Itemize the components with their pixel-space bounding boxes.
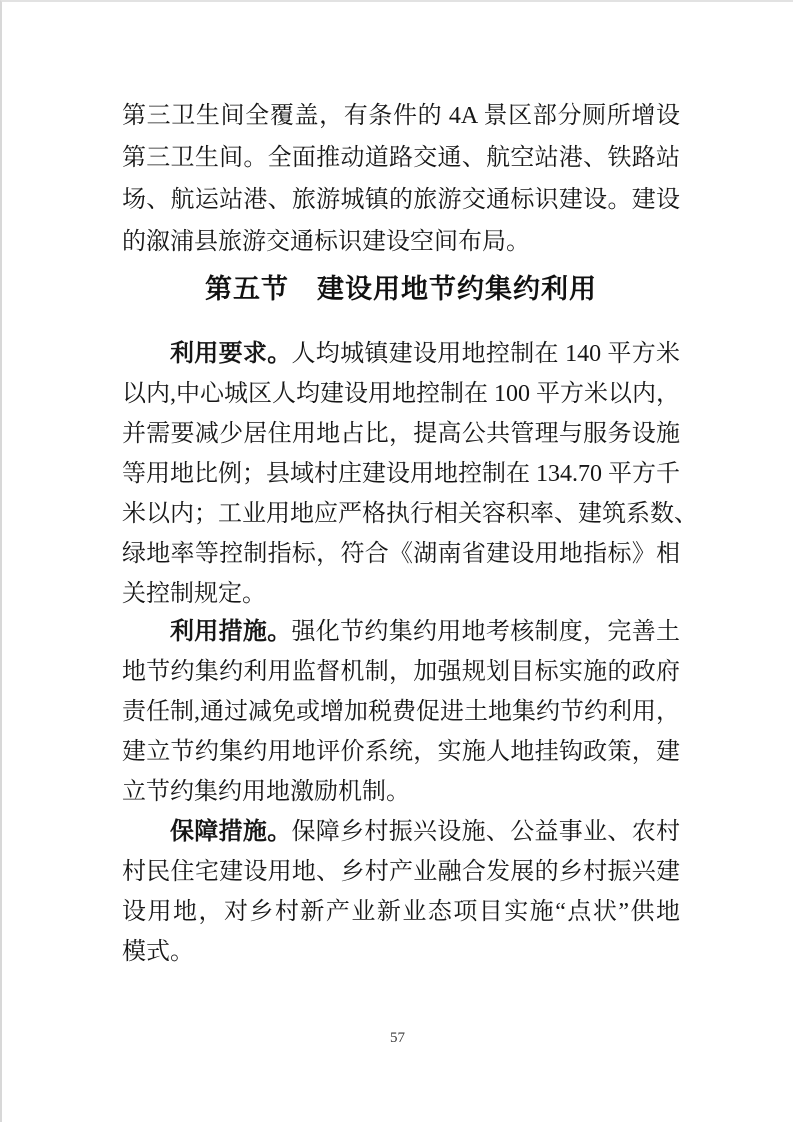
text-line: 建立节约集约用地评价系统，实施人地挂钩政策，建 bbox=[122, 739, 680, 765]
text-line: 等用地比例；县域村庄建设用地控制在 134.70 平方千 bbox=[122, 461, 680, 487]
text-line: 立节约集约用地激励机制。 bbox=[122, 779, 410, 805]
section-heading: 第五节 建设用地节约集约利用 bbox=[205, 274, 597, 304]
paragraph-opener: 保障措施。 bbox=[170, 819, 292, 845]
paragraph-opener: 利用措施。 bbox=[170, 619, 292, 645]
text-line: 关控制规定。 bbox=[122, 581, 266, 607]
paragraph-continuation bbox=[122, 95, 680, 263]
text-line: 的溆浦县旅游交通标识建设空间布局。 bbox=[122, 229, 530, 255]
text-line: 以内,中心城区人均建设用地控制在 100 平方米以内， bbox=[122, 381, 680, 407]
text-line bbox=[122, 612, 680, 652]
text-line bbox=[122, 334, 680, 374]
paragraph-safeguard-measures bbox=[122, 812, 680, 972]
paragraph-utilization-requirements bbox=[122, 334, 698, 614]
text-run: 强化节约集约用地考核制度，完善土 bbox=[291, 619, 680, 645]
text-run: 保障乡村振兴设施、公益事业、农村 bbox=[291, 819, 680, 845]
text-line: 绿地率等控制指标，符合《湖南省建设用地指标》相 bbox=[122, 541, 680, 567]
page-number: 57 bbox=[390, 1030, 405, 1046]
text-line: 场、航运站港、旅游城镇的旅游交通标识建设。建设 bbox=[122, 187, 680, 213]
text-line bbox=[122, 812, 680, 852]
text-line: 责任制,通过减免或增加税费促进土地集约节约利用， bbox=[122, 699, 680, 725]
text-line: 村民住宅建设用地、乡村产业融合发展的乡村振兴建 bbox=[122, 859, 680, 885]
text-run: 人均城镇建设用地控制在 140 平方米 bbox=[291, 341, 680, 367]
text-line: 设用地，对乡村新产业新业态项目实施“点状”供地 bbox=[122, 899, 680, 925]
text-line: 第三卫生间。全面推动道路交通、航空站港、铁路站 bbox=[122, 145, 680, 171]
paragraph-utilization-measures bbox=[122, 612, 680, 812]
paragraph-opener: 利用要求。 bbox=[170, 341, 292, 367]
text-line: 模式。 bbox=[122, 939, 194, 965]
text-line: 并需要减少居住用地占比，提高公共管理与服务设施 bbox=[122, 421, 680, 447]
text-line: 米以内；工业用地应严格执行相关容积率、建筑系数、 bbox=[122, 501, 698, 527]
text-line: 地节约集约利用监督机制，加强规划目标实施的政府 bbox=[122, 659, 680, 685]
text-line: 第三卫生间全覆盖，有条件的 4A 景区部分厕所增设 bbox=[122, 103, 680, 129]
